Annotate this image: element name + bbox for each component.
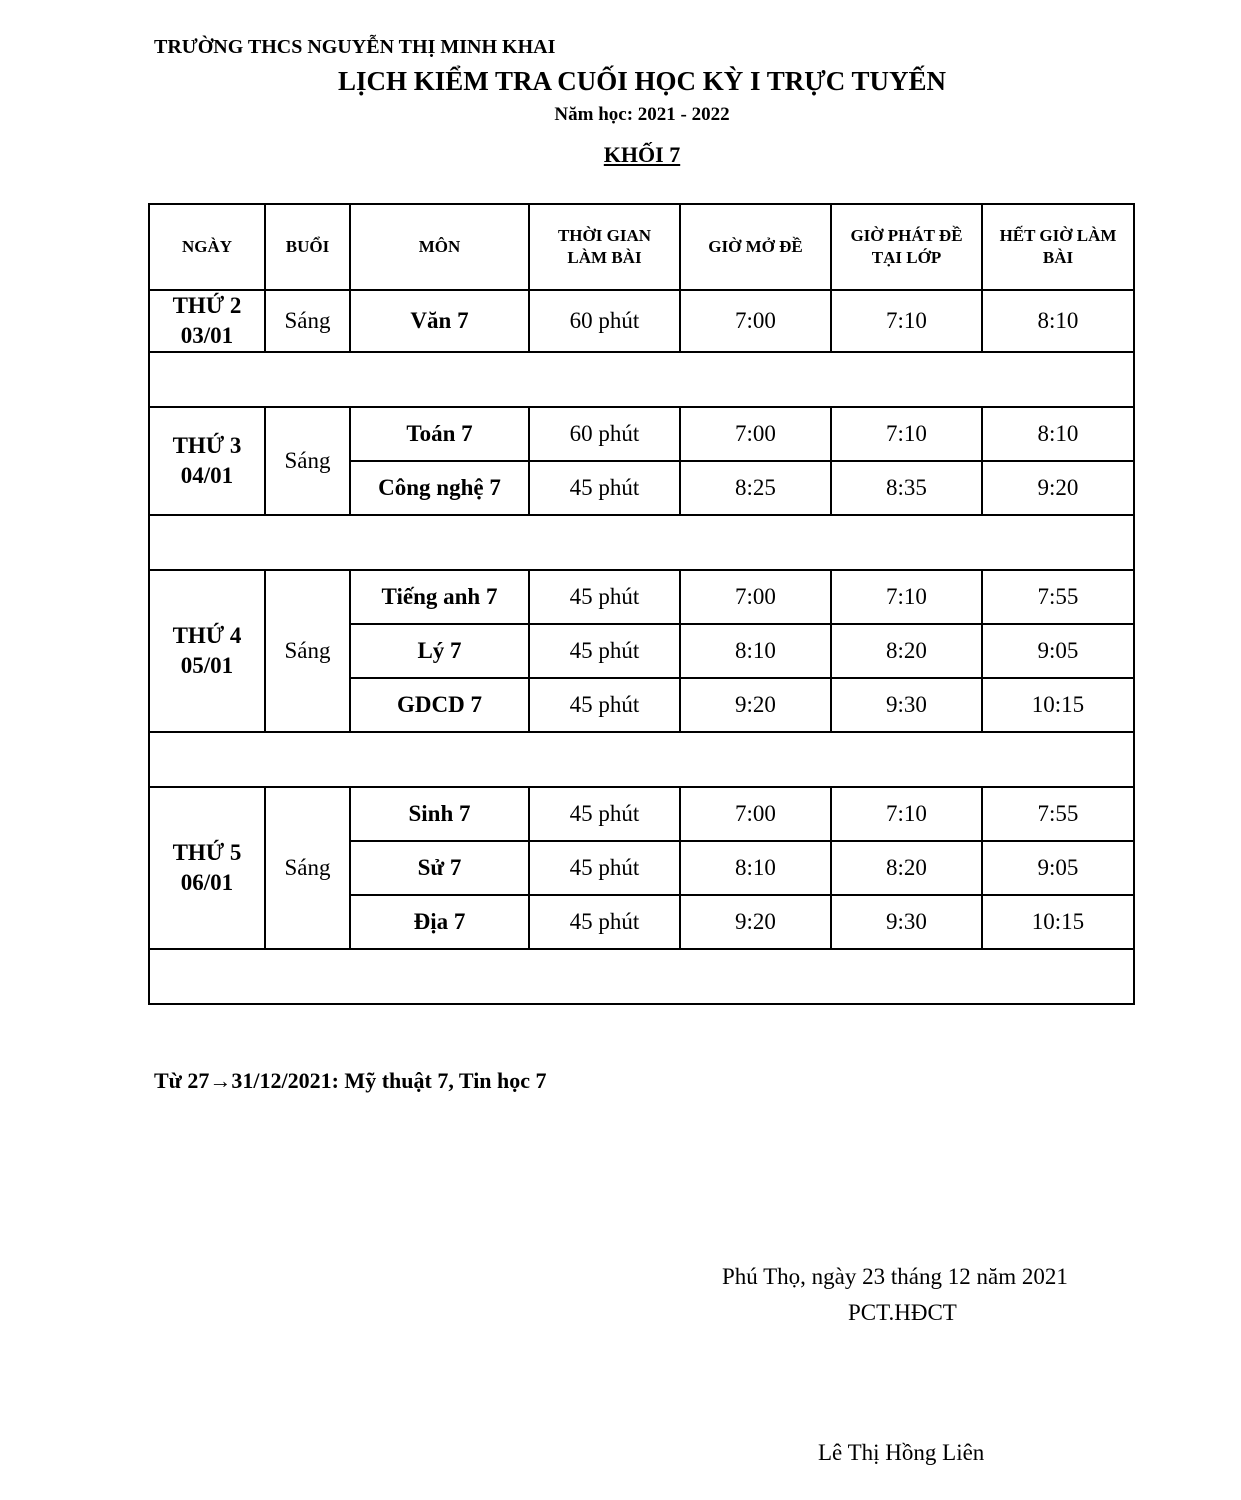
subject-cell: Lý 7 — [350, 624, 529, 678]
header-open-time: GIỜ MỞ ĐỀ — [680, 204, 831, 290]
spacer-row — [149, 515, 1134, 570]
day-cell — [149, 787, 265, 949]
distribute-time-cell: 9:30 — [831, 678, 982, 732]
spacer-row — [149, 732, 1134, 787]
table-row — [149, 407, 1134, 461]
end-time-cell: 8:10 — [982, 290, 1134, 352]
place-date: Phú Thọ, ngày 23 tháng 12 năm 2021 — [722, 1264, 1068, 1289]
duration-cell: 45 phút — [529, 787, 680, 841]
session-cell: Sáng — [265, 290, 350, 352]
duration-cell: 45 phút — [529, 895, 680, 949]
header-day: NGÀY — [149, 204, 265, 290]
session-cell: Sáng — [265, 787, 350, 949]
open-time-cell: 7:00 — [680, 787, 831, 841]
distribute-time-cell: 8:35 — [831, 461, 982, 515]
note-line: Từ 27→31/12/2021: Mỹ thuật 7, Tin học 7 — [154, 1068, 547, 1093]
end-time-cell: 7:55 — [982, 787, 1134, 841]
table-header-row — [149, 204, 1134, 290]
open-time-cell: 8:10 — [680, 841, 831, 895]
subject-cell: Văn 7 — [350, 290, 529, 352]
open-time-cell: 7:00 — [680, 290, 831, 352]
subject-cell: Công nghệ 7 — [350, 461, 529, 515]
header-subject: MÔN — [350, 204, 529, 290]
subject-cell: GDCD 7 — [350, 678, 529, 732]
exam-schedule-table — [148, 203, 1135, 1005]
duration-cell: 60 phút — [529, 407, 680, 461]
day-date: 05/01 — [180, 653, 234, 678]
subject-cell: Sinh 7 — [350, 787, 529, 841]
end-time-cell: 7:55 — [982, 570, 1134, 624]
distribute-time-cell: 7:10 — [831, 407, 982, 461]
day-date: 03/01 — [180, 323, 234, 348]
duration-cell: 45 phút — [529, 624, 680, 678]
table-row — [149, 570, 1134, 624]
day-cell — [149, 407, 265, 515]
distribute-time-cell: 9:30 — [831, 895, 982, 949]
signature-title: PCT.HĐCT — [848, 1300, 957, 1325]
school-name: TRƯỜNG THCS NGUYỄN THỊ MINH KHAI — [154, 36, 556, 58]
header-distribute-time: GIỜ PHÁT ĐỀ TẠI LỚP — [831, 204, 982, 290]
day-label: THỨ 2 — [172, 293, 242, 318]
day-date: 06/01 — [180, 870, 234, 895]
open-time-cell: 7:00 — [680, 407, 831, 461]
session-cell: Sáng — [265, 407, 350, 515]
day-cell — [149, 570, 265, 732]
distribute-time-cell: 8:20 — [831, 841, 982, 895]
distribute-time-cell: 7:10 — [831, 290, 982, 352]
open-time-cell: 7:00 — [680, 570, 831, 624]
subject-cell: Sử 7 — [350, 841, 529, 895]
subject-cell: Toán 7 — [350, 407, 529, 461]
day-label: THỨ 3 — [172, 433, 242, 458]
day-cell — [149, 290, 265, 352]
distribute-time-cell: 8:20 — [831, 624, 982, 678]
header-end-time: HẾT GIỜ LÀM BÀI — [982, 204, 1134, 290]
open-time-cell: 9:20 — [680, 895, 831, 949]
open-time-cell: 9:20 — [680, 678, 831, 732]
duration-cell: 60 phút — [529, 290, 680, 352]
spacer-row — [149, 352, 1134, 407]
header-session: BUỔI — [265, 204, 350, 290]
open-time-cell: 8:25 — [680, 461, 831, 515]
duration-cell: 45 phút — [529, 461, 680, 515]
end-time-cell: 9:05 — [982, 624, 1134, 678]
duration-cell: 45 phút — [529, 570, 680, 624]
end-time-cell: 10:15 — [982, 678, 1134, 732]
end-time-cell: 9:05 — [982, 841, 1134, 895]
grade-heading: KHỐI 7 — [603, 142, 681, 167]
end-time-cell: 9:20 — [982, 461, 1134, 515]
table-row — [149, 290, 1134, 352]
subject-cell: Tiếng anh 7 — [350, 570, 529, 624]
open-time-cell: 8:10 — [680, 624, 831, 678]
signer-name: Lê Thị Hồng Liên — [818, 1440, 985, 1465]
table-row — [149, 787, 1134, 841]
day-label: THỨ 4 — [172, 623, 242, 648]
distribute-time-cell: 7:10 — [831, 787, 982, 841]
day-date: 04/01 — [180, 463, 234, 488]
header-duration: THỜI GIAN LÀM BÀI — [529, 204, 680, 290]
session-cell: Sáng — [265, 570, 350, 732]
day-label: THỨ 5 — [172, 840, 242, 865]
subject-cell: Địa 7 — [350, 895, 529, 949]
end-time-cell: 8:10 — [982, 407, 1134, 461]
school-year: Năm học: 2021 - 2022 — [554, 104, 730, 125]
end-time-cell: 10:15 — [982, 895, 1134, 949]
page-title: LỊCH KIỂM TRA CUỐI HỌC KỲ I TRỰC TUYẾN — [337, 66, 947, 96]
spacer-row — [149, 949, 1134, 1004]
duration-cell: 45 phút — [529, 841, 680, 895]
duration-cell: 45 phút — [529, 678, 680, 732]
distribute-time-cell: 7:10 — [831, 570, 982, 624]
